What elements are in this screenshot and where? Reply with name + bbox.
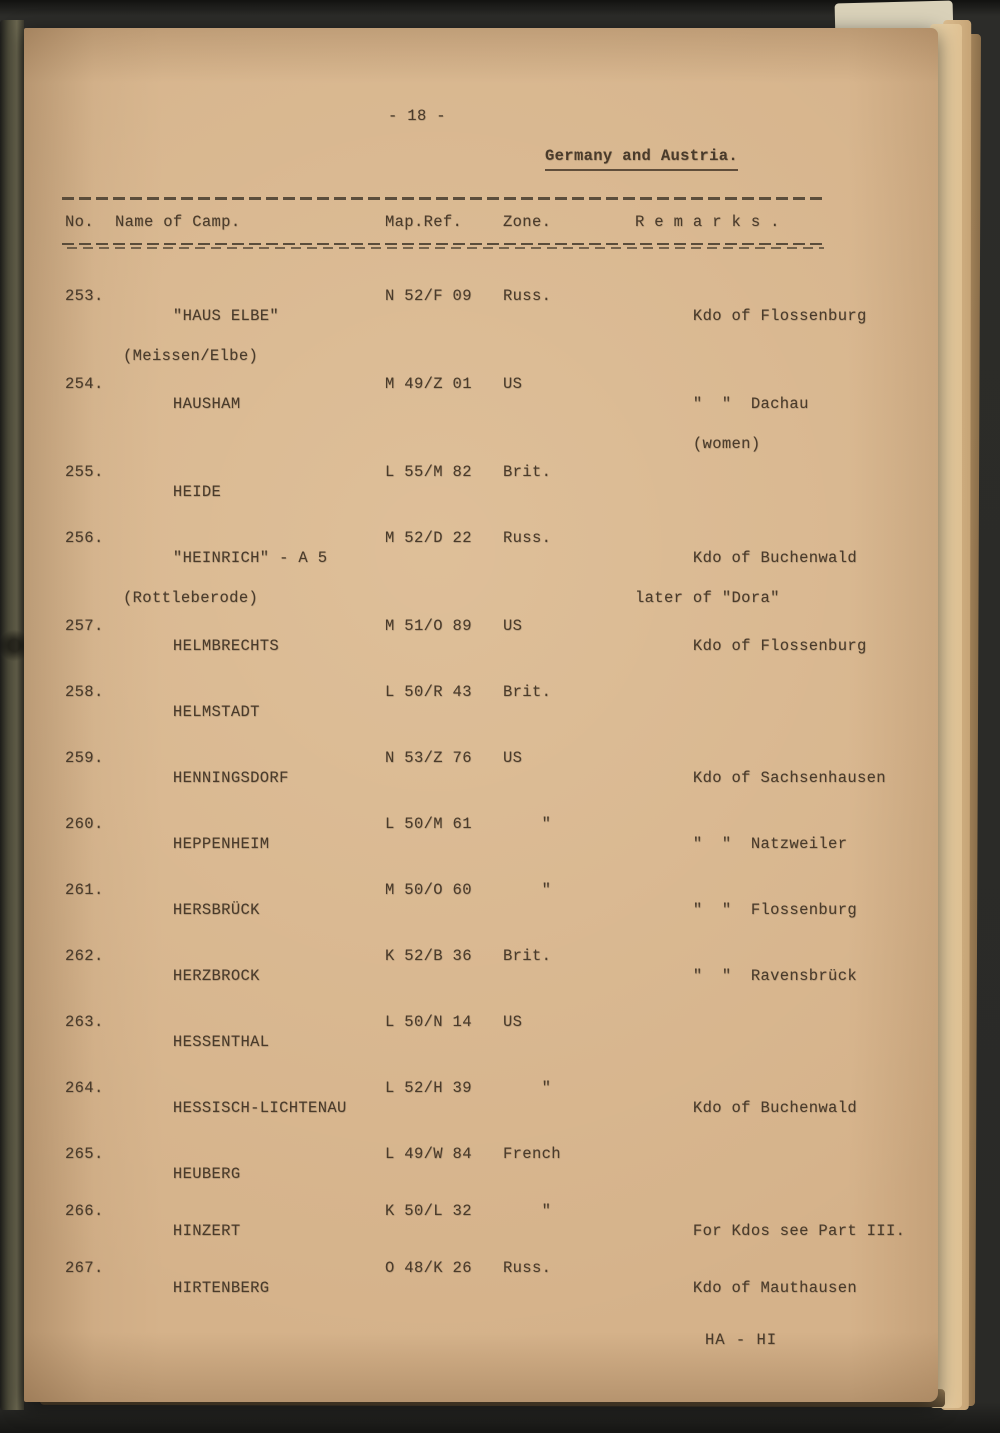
camp-row	[24, 682, 938, 748]
camp-remarks-line1: " " Ravensbrück	[692, 967, 857, 985]
camp-row	[24, 814, 938, 880]
camp-number: 266.	[65, 1202, 104, 1220]
header-zone: Zone.	[503, 213, 552, 231]
camp-name-line1: HESSENTHAL	[172, 1033, 270, 1051]
camp-remarks-line1: Kdo of Mauthausen	[692, 1279, 857, 1297]
camp-number: 261.	[65, 881, 104, 899]
camp-map-ref: L 55/M 82	[385, 463, 472, 481]
header-name: Name of Camp.	[115, 213, 241, 231]
camp-map-ref: O 48/K 26	[385, 1259, 472, 1277]
camp-remarks-line1: Kdo of Flossenburg	[692, 307, 867, 325]
camp-number: 259.	[65, 749, 104, 767]
camp-row	[24, 1012, 938, 1078]
camp-zone: US	[503, 1013, 523, 1031]
camp-map-ref: M 50/O 60	[385, 881, 472, 899]
document-page	[24, 28, 938, 1402]
camp-name-line1: HENNINGSDORF	[172, 769, 289, 787]
page-footer: HA - HI	[705, 1331, 778, 1349]
camp-number: 258.	[65, 683, 104, 701]
camp-row	[24, 616, 938, 682]
camp-row	[24, 462, 938, 528]
camp-map-ref: L 50/M 61	[385, 815, 472, 833]
camp-map-ref: K 52/B 36	[385, 947, 472, 965]
camp-remarks-line1: " " Natzweiler	[692, 835, 848, 853]
camp-zone: Brit.	[503, 947, 552, 965]
camp-number: 255.	[65, 463, 104, 481]
camp-name-line1: HEUBERG	[172, 1165, 241, 1183]
camp-remarks	[635, 286, 867, 386]
section-heading: Germany and Austria.	[545, 146, 738, 171]
camp-number: 264.	[65, 1079, 104, 1097]
camp-remarks-line1: Kdo of Buchenwald	[692, 549, 857, 567]
camp-table-body	[24, 286, 938, 1315]
camp-name-line1: "HEINRICH" - A 5	[172, 549, 328, 567]
camp-name-line1: "HAUS ELBE"	[172, 307, 280, 325]
camp-map-ref: M 49/Z 01	[385, 375, 472, 393]
camp-name-line1: HIRTENBERG	[172, 1279, 270, 1297]
camp-remarks-line1: Kdo of Buchenwald	[692, 1099, 857, 1117]
camp-name-line1: HERSBRÜCK	[172, 901, 260, 919]
camp-number: 265.	[65, 1145, 104, 1163]
camp-remarks-line1: Kdo of Flossenburg	[692, 637, 867, 655]
camp-number: 260.	[65, 815, 104, 833]
camp-number: 254.	[65, 375, 104, 393]
camp-map-ref: M 52/D 22	[385, 529, 472, 547]
camp-zone: "	[503, 815, 552, 833]
camp-name-line1: HINZERT	[172, 1222, 241, 1240]
camp-name-line1: HEPPENHEIM	[172, 835, 270, 853]
camp-number: 253.	[65, 287, 104, 305]
camp-row	[24, 1144, 938, 1201]
camp-map-ref: N 52/F 09	[385, 287, 472, 305]
camp-remarks-line2: later of "Dora"	[635, 589, 780, 607]
camp-map-ref: M 51/O 89	[385, 617, 472, 635]
camp-map-ref: L 50/N 14	[385, 1013, 472, 1031]
camp-name-line1: HELMSTADT	[172, 703, 260, 721]
camp-number: 262.	[65, 947, 104, 965]
camp-name-line1: HESSISCH-LICHTENAU	[172, 1099, 347, 1117]
camp-row	[24, 1201, 938, 1258]
camp-zone: "	[503, 1079, 552, 1097]
camp-row	[24, 286, 938, 374]
page-number: - 18 -	[388, 107, 446, 125]
camp-row	[24, 1078, 938, 1144]
divider-top	[62, 197, 824, 200]
camp-map-ref: K 50/L 32	[385, 1202, 472, 1220]
camp-row	[24, 374, 938, 462]
camp-number: 257.	[65, 617, 104, 635]
camp-map-ref: L 50/R 43	[385, 683, 472, 701]
camp-name-line2: (Meissen/Elbe)	[123, 347, 259, 365]
camp-number: 263.	[65, 1013, 104, 1031]
camp-remarks-line1: " " Flossenburg	[692, 901, 857, 919]
camp-name-line1: HAUSHAM	[172, 395, 241, 413]
table-header	[24, 212, 938, 234]
camp-remarks-line1: Kdo of Sachsenhausen	[692, 769, 886, 787]
camp-map-ref: N 53/Z 76	[385, 749, 472, 767]
camp-name-line1: HELMBRECHTS	[172, 637, 280, 655]
camp-map-ref: L 49/W 84	[385, 1145, 472, 1163]
camp-map-ref: L 52/H 39	[385, 1079, 472, 1097]
camp-row	[24, 946, 938, 1012]
left-page-edges	[0, 20, 24, 1410]
camp-zone: Brit.	[503, 463, 552, 481]
camp-zone: US	[503, 617, 523, 635]
camp-zone: Russ.	[503, 287, 552, 305]
camp-remarks-line2: (women)	[635, 435, 761, 453]
camp-remarks-line1: For Kdos see Part III.	[692, 1222, 906, 1240]
camp-row	[24, 748, 938, 814]
camp-zone: Russ.	[503, 1259, 552, 1277]
camp-zone: US	[503, 749, 523, 767]
header-map-ref: Map.Ref.	[385, 213, 463, 231]
header-remarks: R e m a r k s .	[635, 213, 780, 231]
header-no: No.	[65, 213, 94, 231]
camp-name-line2: (Rottleberode)	[123, 589, 259, 607]
camp-zone: Brit.	[503, 683, 552, 701]
camp-remarks-line1: " " Dachau	[692, 395, 809, 413]
camp-zone: US	[503, 375, 523, 393]
camp-zone: "	[503, 881, 552, 899]
camp-name-line1: HERZBROCK	[172, 967, 260, 985]
camp-name	[115, 1258, 269, 1358]
camp-row	[24, 1258, 938, 1315]
camp-number: 256.	[65, 529, 104, 547]
camp-row	[24, 880, 938, 946]
camp-zone: Russ.	[503, 529, 552, 547]
divider-bottom	[62, 243, 824, 249]
camp-zone: French	[503, 1145, 561, 1163]
camp-name	[115, 374, 240, 474]
camp-number: 267.	[65, 1259, 104, 1277]
camp-row	[24, 528, 938, 616]
camp-zone: "	[503, 1202, 552, 1220]
camp-name-line1: HEIDE	[172, 483, 222, 501]
